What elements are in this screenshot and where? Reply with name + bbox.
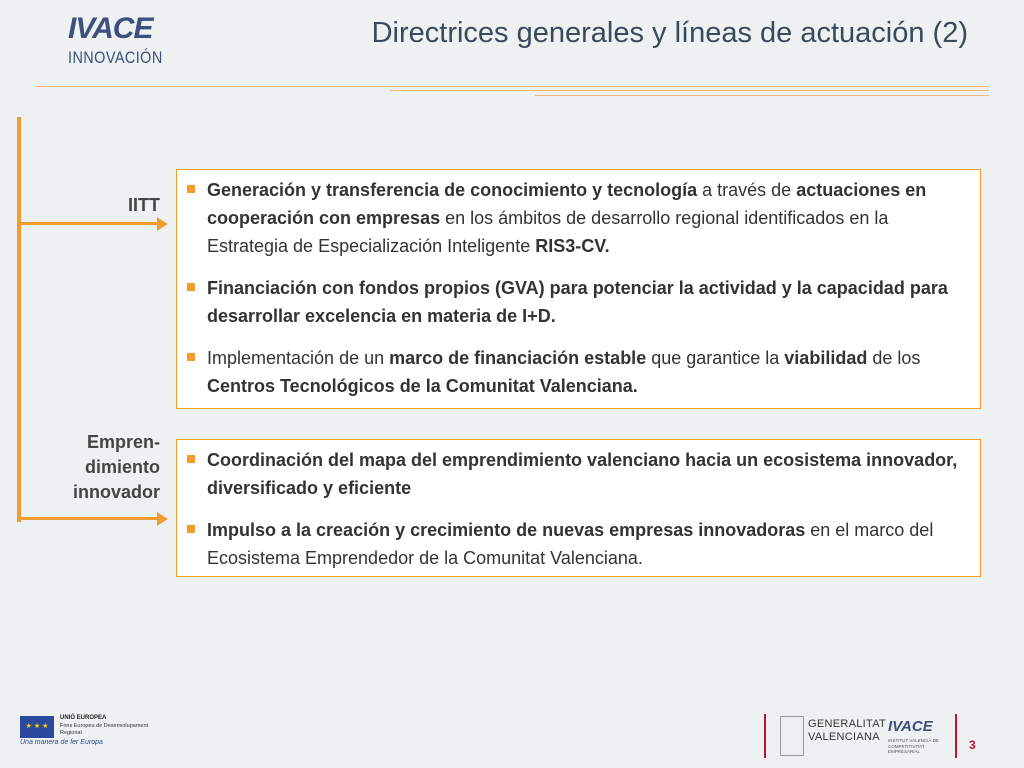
ivace-logo — [66, 12, 186, 70]
footer-divider-right — [955, 714, 957, 758]
eu-title: UNIÓ EUROPEA — [60, 715, 107, 721]
header-rule-3 — [535, 95, 989, 96]
logo-subtitle: INNOVACIÓN — [68, 48, 163, 67]
page-title: Directrices generales y líneas de actuación (2) — [371, 17, 968, 49]
bullet-text-run: marco de financiación estable — [389, 348, 647, 368]
bullet-item — [187, 516, 966, 572]
generalitat-logo — [780, 714, 886, 758]
eu-flag-icon: ★ ★ ★ — [20, 716, 54, 738]
bullet-square-icon — [187, 455, 195, 463]
eu-fund: Fons Europeu de Desenvolupament Regional — [60, 723, 149, 736]
bullet-text-run: viabilidad — [784, 348, 868, 368]
bullet-square-icon — [187, 525, 195, 533]
bullet-text-run: en los ámbitos de desarrollo regional identificados en la Estrategia de Especialización Inteligente — [207, 208, 889, 256]
ivace-footer-logo — [888, 718, 948, 758]
section-label-emprendimiento: Empren- dimiento innovador — [72, 432, 160, 502]
bullet-square-icon — [187, 353, 195, 361]
bullet-text-run: que garantice la — [646, 348, 785, 368]
gva-emblem-icon — [780, 716, 804, 756]
bullet-text-run: a través de — [697, 180, 797, 200]
arrow-emprendimiento-icon — [157, 512, 168, 526]
header-rule-1 — [36, 86, 989, 87]
bullet-text-run: Financiación con fondos propios (GVA) para potenciar la actividad y la capacidad para desarrollar excelencia en materia de I+D. — [207, 278, 948, 326]
header-rule-2 — [390, 90, 989, 91]
bullet-square-icon — [187, 283, 195, 291]
connector-branch-emprendimiento — [17, 517, 159, 520]
bullet-item — [187, 344, 966, 400]
bullet-text-run: Implementación de un — [207, 348, 390, 368]
section-label-iitt: IITT — [128, 195, 160, 215]
logo-wordmark: IVACE — [68, 12, 153, 45]
bullet-text-run: RIS3-CV. — [535, 236, 610, 256]
bullet-item — [187, 176, 966, 260]
box-iitt — [176, 169, 981, 409]
bullet-text-run: Generación y transferencia de conocimiento y tecnología — [207, 180, 698, 200]
bullet-item — [187, 446, 966, 502]
eu-funding-logo — [20, 714, 160, 754]
connector-branch-iitt — [17, 222, 159, 225]
page-number: 3 — [969, 738, 976, 752]
gva-name: GENERALITAT VALENCIANA — [808, 718, 886, 743]
bullet-text-run: en el marco del Ecosistema Emprendedor de la Comunitat Valenciana. — [207, 520, 934, 568]
box-emprendimiento — [176, 439, 981, 577]
bullet-text-run: Impulso a la creación y crecimiento de nuevas empresas innovadoras — [207, 520, 806, 540]
ivace-footer-subtitle: INSTITUT VALENCIÀ DE COMPETITIVITAT EMPRESARIAL — [888, 738, 939, 754]
footer-divider-left — [764, 714, 766, 758]
bullet-text-run: actuaciones en cooperación con empresas — [207, 180, 927, 228]
eu-motto: Una manera de fer Europa — [20, 739, 103, 746]
bullet-item — [187, 274, 966, 330]
bullet-text-run: Coordinación del mapa del emprendimiento valenciano hacia un ecosistema innovador, diversificado y eficiente — [207, 450, 958, 498]
arrow-iitt-icon — [157, 217, 168, 231]
ivace-footer-wordmark: IVACE — [888, 718, 933, 735]
connector-vertical — [17, 117, 21, 522]
bullet-text-run: de los — [867, 348, 921, 368]
bullet-square-icon — [187, 185, 195, 193]
bullet-text-run: Centros Tecnológicos de la Comunitat Valenciana. — [207, 376, 638, 396]
